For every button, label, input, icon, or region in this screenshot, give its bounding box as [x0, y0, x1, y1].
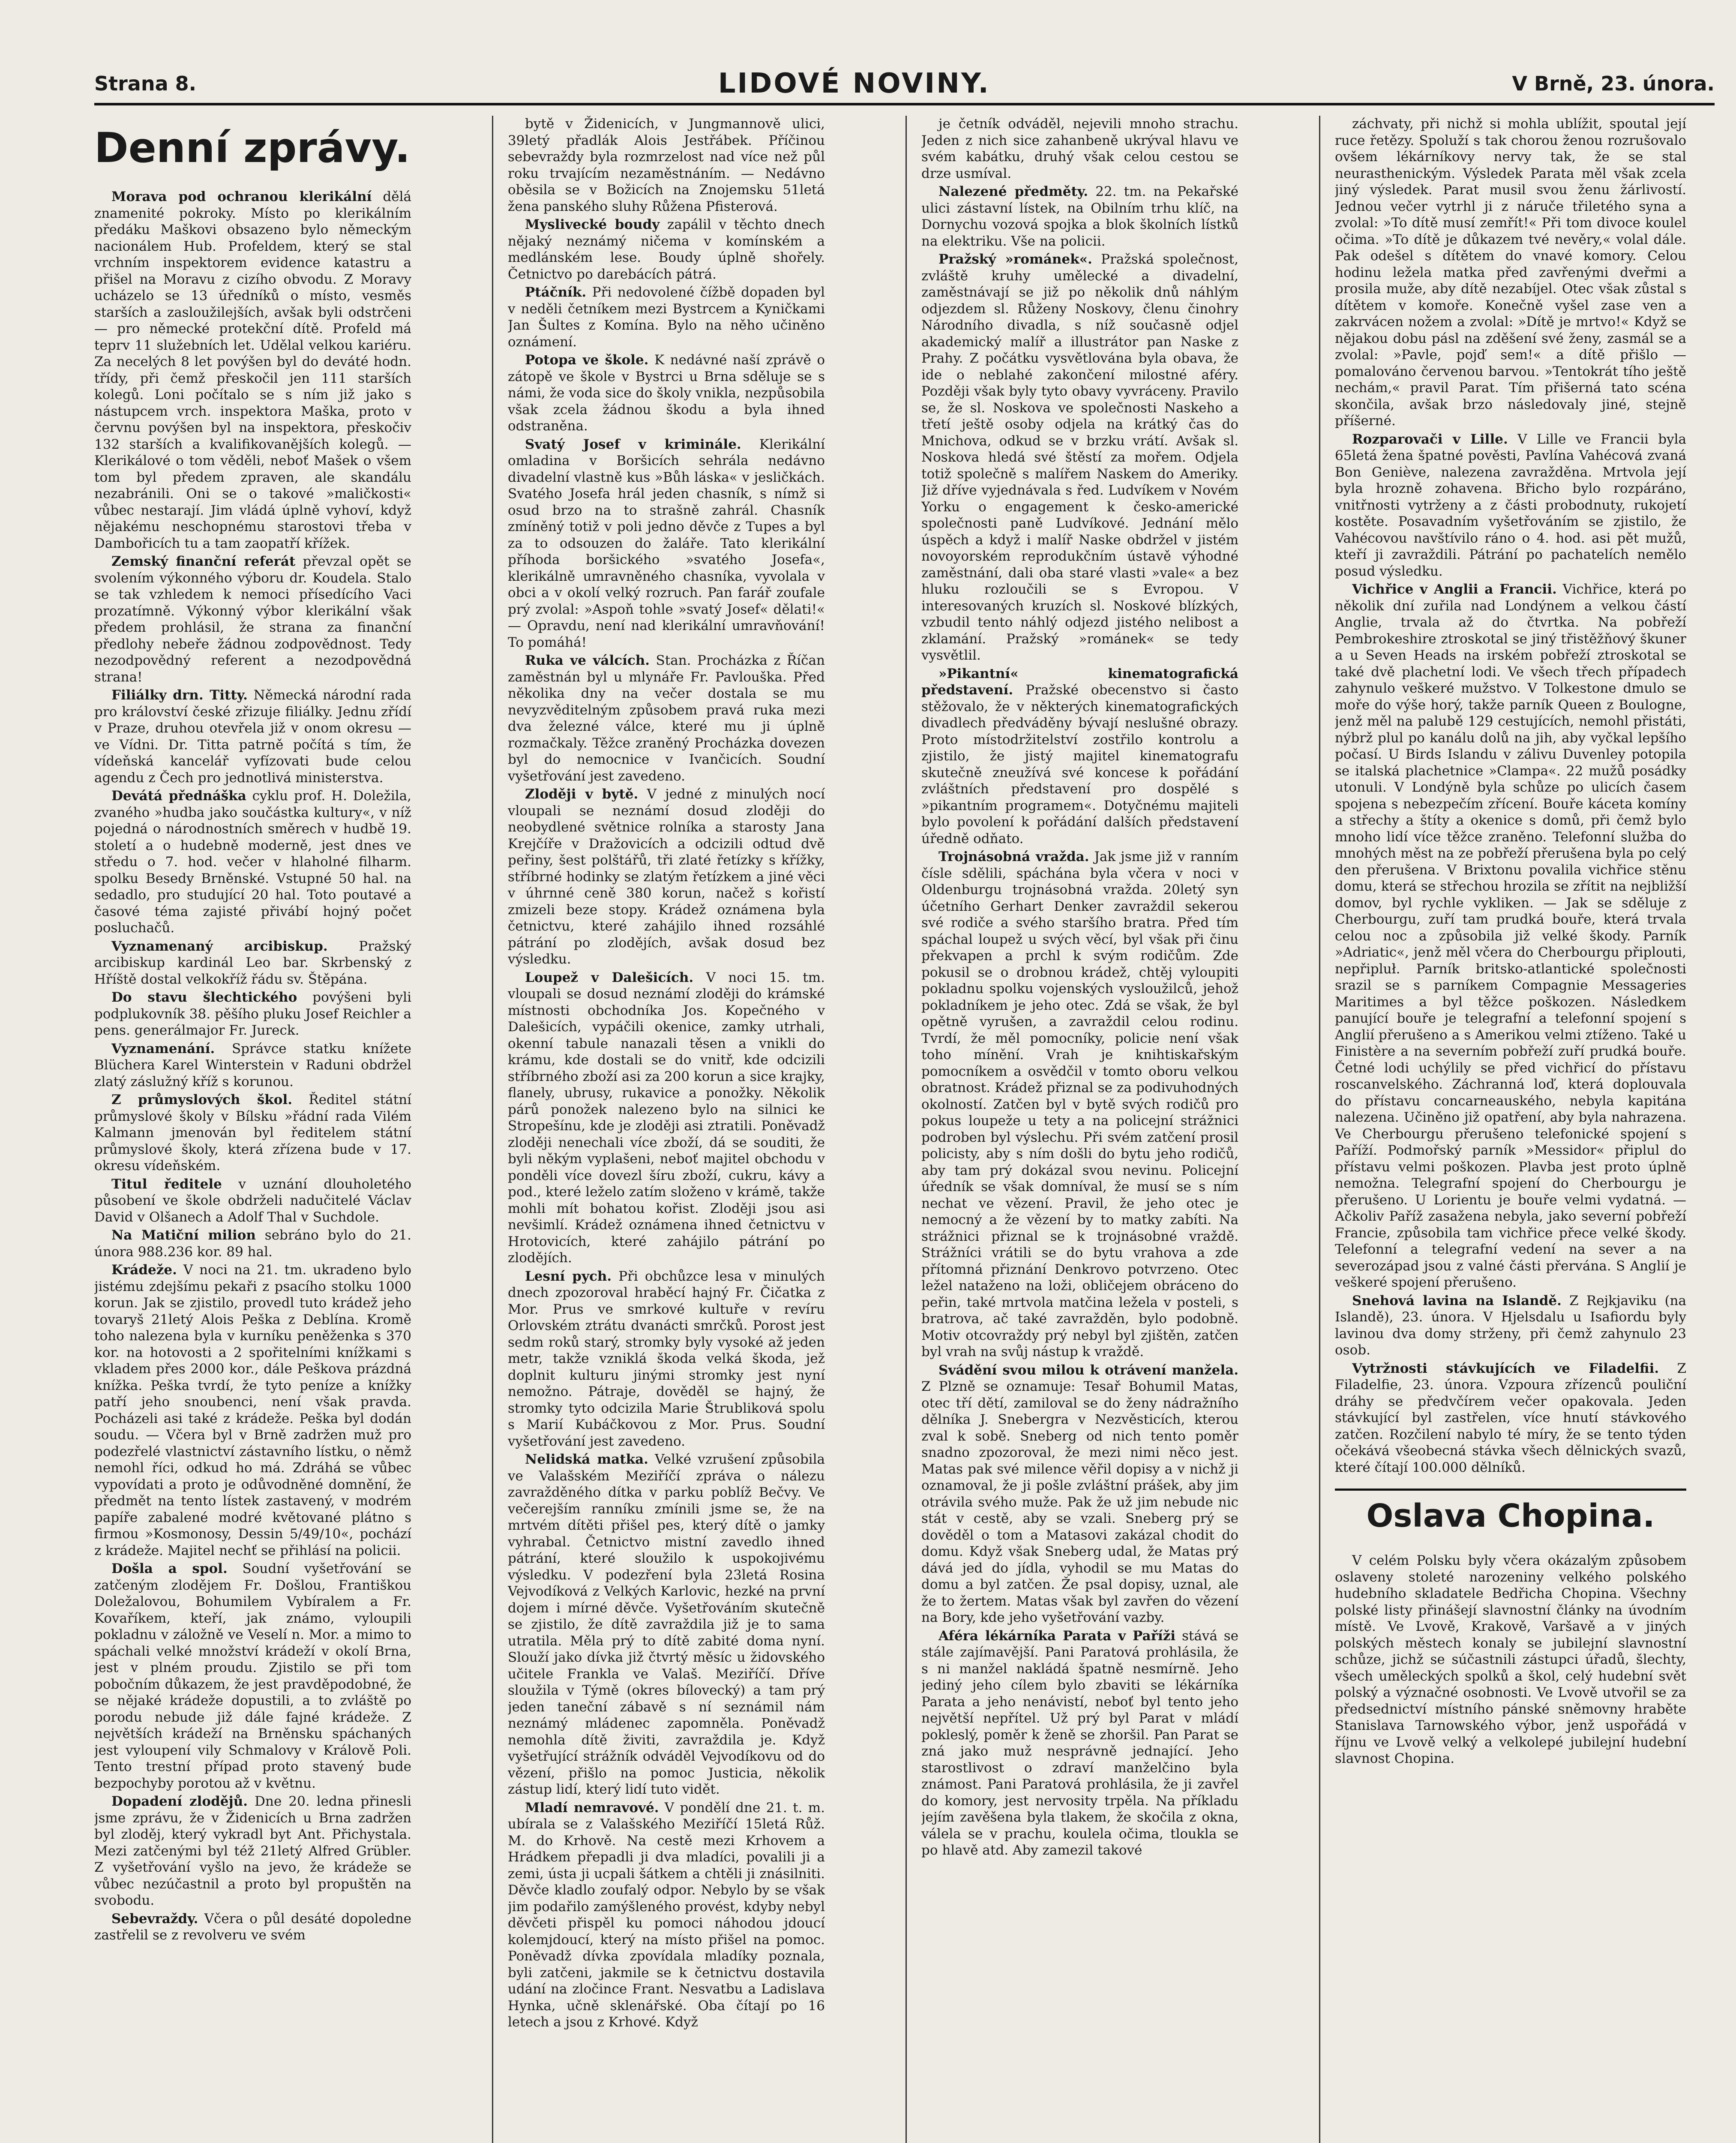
- article-paragraph: [508, 1451, 825, 1798]
- article-text: Ředitel státní průmyslové školy v Bílsku »řádní rada Vilém Kalmann jmenován byl ředitelem státní průmyslové školy, která zřízena bude v 17. okresu vídeňském.: [94, 1092, 411, 1174]
- article-paragraph: [921, 666, 1238, 847]
- article-headline: Krádeže.: [111, 1262, 177, 1278]
- column-4: [1335, 116, 1686, 2143]
- article-paragraph: [94, 1176, 411, 1226]
- article-text: V noci 15. tm. vloupali se dosud neznámí zloději do krámské místnosti obchodníka Jos. Kopečného v Dalešicích, vypáčili okenice, zamky utrhali, okenní tabule nanazali těsen a vnikli do krámu, kde dostali se do vnitř, kde odcizili stříbrného zboží asi za 200 korun a sice krajky, flanely, ubrusy, rukavice a ponožky. Několik párů ponožek nalezeno bylo na silnici ke Stropešínu, kde je zloději asi ztratili. Poněvadž zloději nenechali více zboží, dá se souditi, že byli někým vyplašeni, neboť majitel obchodu v ponděli více dovezl šíru zboží, cukru, kávy a pod., které leželo zatím složeno v krámě, takže mohli mít bohatou kořist. Zloději jsou asi nevšimlí. Krádež oznámena ihned četnictvu v Hrotovicích, které zahájilo pátrání po zlodějích.: [508, 969, 825, 1266]
- article-paragraph: [508, 216, 825, 282]
- column-divider: [492, 116, 493, 2143]
- article-text: Jak jsme již v ranním čísle sdělili, spáchána byla včera v noci v Oldenburgu trojnásobná vražda. 20letý syn účetního Gerhart Denker zavraždil sekerou své rodiče a svého staršího bratra. Před tím spáchal loupež u svých věcí, byl však při činu překvapen a prchl k svým rodičům. Zde pokusil se o drobnou krádež, chtěj vyloupiti pokladnu spolku vojenských vysloužilců, jehož pokladníkem je jeho otec. Zdá se však, že byl opětně vyrušen, a zavraždil celou rodinu. Tvrdí, že měl pomocníky, policie není však toho mínění. Vrah je knihtiskařským pomocníkem a osvědčil v tomto oboru velkou obratnost. Krádež přiznal se za podivuhodných okolností. Zatčen byl v bytě svých rodičů pro pokus loupeže u tety a na policejní strážnici podroben byl výslechu. Při svém zatčení prosil policisty, aby s ním došli do bytu jeho rodičů, aby tam prý dokázal svou nevinu. Policejní úředník se však domníval, že musí se s ním nechat ve vězení. Pravil, že jeho otec je nemocný a že vězení by to matky zabíti. Na strážnici přiznal se k trojnásobné vraždě. Strážníci vrátili se do bytu vrahova a zde přítomná přiznání Denkrovo potvrzeno. Otec ležel nataženo na loži, obličejem obráceno do peřin, také mrtvola matčina ležela v posteli, s bratrova, ač také zavražděn, bylo podobně. Motiv otcovraždy prý nebyl byl zjištěn, zatčen byl vrah na svůj nástup k vraždě.: [921, 849, 1238, 1360]
- article-text: K nedávné naší zprávě o zátopě ve škole v Bystrci u Brna sděluje se s námi, že voda sice do školy vnikla, nezpůsobila však zcela žádnou škodu a byla ihned odstraněna.: [508, 352, 825, 434]
- article-headline: Lesní pych.: [525, 1268, 612, 1284]
- article-text: Z Filadelfie, 23. února. Vzpoura zřízenců pouliční dráhy se předvčírem večer opakovala. Jeden stávkující byl zastřelen, více hnutí stávkového zatčen. Rozčilení nabylo té míry, že se tento týden očekává všeobecná stávka všech dělnických svazů, které čítají 100.000 dělníků.: [1335, 1360, 1686, 1475]
- article-text: je četník odváděl, nejevili mnoho strachu. Jeden z nich sice zahanbeně ukrýval hlavu ve svém kabátku, druhý však celou cestou se drze usmíval.: [921, 116, 1238, 181]
- article-text: Velké vzrušení způsobila ve Valašském Meziříčí zpráva o nálezu zavražděného dítka v parku poblíž Bečvy. Ve večerejším ranníku zmínili jsme se, že na mrtvém dítěti přišel pes, který dítě o jamky vyhrabal. Četnictvo mistní zavedlo ihned pátrání, které sloužilo k uspokojivému výsledku. V podezření byla 23letá Rosina Vejvodíková z Velkých Karlovic, hezké na první dojem i mírné děvče. Vyšetřováním skutečně se zjistilo, že dítě zavraždila již je to sama utratila. Měla prý to dítě zabité doma nyní. Slouží jako dívka již čtvrtý měsíc u židovského učitele Frankla ve Valaš. Meziříčí. Dříve sloužila v Týmě (okres bílovecký) a tam prý jeden taneční zábavě s ní seznámil nám neznámý mládenec zapomněla. Poněvadž nemohla dítě živiti, zavraždila je. Když vyšetřující strážník odváděl Vejvodíkovu od do vězení, přišlo na pomoc Justicia, několik zástup lidí, který lidí tuto vidět.: [508, 1452, 825, 1797]
- article-headline: Morava pod ochranou klerikální: [111, 189, 372, 204]
- article-paragraph: [508, 116, 825, 215]
- article-headline: Devátá přednáška: [111, 788, 246, 804]
- article-headline: Do stavu šlechtického: [111, 990, 297, 1005]
- article-paragraph: [94, 1262, 411, 1559]
- column-2-body: [508, 116, 825, 2031]
- article-paragraph: [94, 553, 411, 685]
- column-4b-body: [1335, 1552, 1686, 1767]
- article-text: dělá znamenité pokroky. Místo po klerikálním předáku Maškovi obsazeno bylo německým nacionálem Hub. Profeldem, který se stal vrchním inspektorem evidence katastru a přišel na Moravu z cizího obvodu. Z Moravy ucházelo se 13 úředníků o místo, vesměs starších a zasloužilejších, avšak byli odstrčeni — pro německé protekční dítě. Profeld má teprv 11 služebních let. Udělal velkou kariéru. Za necelých 8 let povýšen byl do deváté hodn. třídy, při čemž přeskočil jen 111 starších kolegů. Loni počítalo se s ním již jako s nástupcem vrch. inspektora Maška, proto v červnu povýšen byl na inspektora, přeskočiv 132 starších a kvalifikovanějších kolegů. — Klerikálové o tom věděli, neboť Mašek o všem tom byl předem zpraven, ale skandálu nezabránili. Oni se o takové »maličkosti« vůbec nestarají. Jim vládá úplně vyhoví, když nějakému neschopnému starostovi třeba v Dambořicích tu a tam zaopatří křížek.: [94, 189, 411, 551]
- column-divider: [905, 116, 907, 2143]
- article-paragraph: [921, 183, 1238, 249]
- article-text: Soudní vyšetřování se zatčeným zlodějem Fr. Došlou, Františkou Doležalovou, Bohumilem Vybíralem a Fr. Kovaříkem, kteří, jak známo, vyloupili pokladnu v záložně ve Veselí n. Mor. a mimo to spáchali velké množství krádeží v okolí Brna, jest v plném proudu. Zjistilo se při tom pobočním důkazem, že jest pravděpodobné, že se nějaké krádeže dopustili, a to zvláště po porodu nebude již dále fajné krádeže. Z největších krádeží na Brněnsku spáchaných jest vyloupení vily Schmalovy v Králově Poli. Tento trestní případ proto stavený bude bezpochyby porotou až v květnu.: [94, 1561, 411, 1791]
- article-text: Německá národní rada pro království české zřizuje filiálky. Jednu zřídí v Praze, druhou otevřela již v onom okresu — ve Vídni. Dr. Titta patrně počítá s tím, že vídeňská kancelář vyfízovati bude celou agendu z Čech pro jednotlivá ministerstva.: [94, 687, 411, 786]
- article-text: Klerikální omladina v Boršicích sehrála nedávno divadelní vlastně kus »Bůh láska« v jesličkách. Svatého Josefa hrál jeden chasník, s nímž si osud brzo na to strašně zahrál. Chasník zmíněný totiž v poli jedno děvče z Tupes a byl za to odsouzen do žaláře. Tato klerikální příhoda boršického »svatého Josefa«, klerikálně umravněného chasníka, vyvolala v obci a v okolí velký rozruch. Pan farář zoufale prý zvolal: »Aspoň tohle »svatý Josef« dělati!« — Opravdu, není nad klerikální umravňování! To pomáhá!: [508, 436, 825, 650]
- article-text: cyklu prof. H. Doležila, zvaného »hudba jako součástka kultury«, v níž pojedná o národnostních směrech v hudbě 19. století a o hudebně moderně, jest dnes ve středu o 7. hod. večer v hlaholné filharm. spolku Besedy Brněnské. Vstupné 50 hal. na sedadlo, pro studující 20 hal. Toto poutavé a časové téma zajisté přivábí hojný počet posluchačů.: [94, 788, 411, 936]
- article-paragraph: [508, 786, 825, 968]
- article-text: V jedné z minulých nocí vloupali se neznámí dosud zloději do neobydlené světnice rolníka a starosty Jana Krejčíře v Dražovicích a odcizili odtud dvě peřiny, šest polštářů, tři zlaté řetízky s křížky, stříbrné hodinky se zlatým řetízkem a jiné věci v úhrnné ceně 380 korun, načež s kořistí zmizeli beze stopy. Krádež oznámena byla četnictvu, které zahájilo ihned rozsáhlé pátrání po zlodějích, avšak dosud bez výsledku.: [508, 786, 825, 967]
- article-headline: Rozparovači v Lille.: [1352, 431, 1508, 447]
- article-paragraph: [94, 1561, 411, 1792]
- article-paragraph: [921, 116, 1238, 182]
- article-headline: Došla a spol.: [111, 1561, 228, 1576]
- article-text: Správce statku knížete Blüchera Karel Winterstein v Raduni obdržel zlatý záslužný kříž s korunou.: [94, 1041, 411, 1090]
- article-paragraph: [1335, 1552, 1686, 1767]
- article-text: Pražské obecenstvo si často stěžovalo, že v některých kinematografických divadlech předváděny bývají neslušné obrazy. Proto místodržitelství zostřilo kontrolu a zjistilo, že jistý majitel kinematografu skutečně zneužívá své koncese k pořádání zvláštních představení pro dospělé s »pikantním programem«. Dotyčnému majiteli bylo povolení k pořádání dalších představení úředně odňato.: [921, 682, 1238, 846]
- article-text: 22. tm. na Pekařské ulici zástavní lístek, na Obilním trhu klíč, na Dornychu vozová spojka a blok školních lístků na elektriku. Vše na policii.: [921, 184, 1238, 249]
- article-headline: Ptáčník.: [525, 285, 587, 300]
- article-paragraph: [1335, 1360, 1686, 1476]
- article-text: Při nedovolené čížbě dopaden byl v neděli četníkem mezi Bystrcem a Kyničkami Jan Šultes z Komína. Bylo na něho učiněno oznámení.: [508, 285, 825, 350]
- newspaper-title: LIDOVÉ NOVINY.: [718, 68, 990, 99]
- issue-date: V Brně, 23. února.: [1512, 72, 1715, 95]
- article-text: V celém Polsku byly včera okázalým způsobem oslaveny stoleté narozeniny velkého polského hudebního skladatele Bedřicha Chopina. Všechny polské listy přinášejí slavnostní články na úvodním místě. Ve Lvově, Krakově, Varšavě a v jiných polských městech konaly se jubilejní slavnostní schůze, jichž se súčastnili zástupci úřadů, šlechty, všech uměleckých spolků a škol, celý hudební svět polský a význačné osobnosti. Ve Lvově utvořil se za předsednictví místního pánské sněmovny hraběte Stanislava Tarnowského výbor, jenž uspořádá v říjnu ve Lvově velký a velkolepé jubilejní hudební slavnost Chopina.: [1335, 1553, 1686, 1766]
- section-title: Denní zprávy.: [94, 124, 411, 172]
- column-1: [94, 116, 411, 2143]
- article-text: sebráno bylo do 21. února 988.236 kor. 89 hal.: [94, 1228, 411, 1260]
- article-headline: Ruka ve válcích.: [525, 653, 650, 668]
- article-text: převzal opět se svolením výkonného výboru dr. Koudela. Stalo se tak vzhledem k nemoci přísedícího Vaci prozatímně. Výkonný výbor klerikální však předem prohlásil, že strana za finanční předlohy nebeře žádnou zodpovědnost. Tedy nezodpovědný referent a nezodpovědná strana!: [94, 554, 411, 685]
- article-headline: Svatý Josef v kriminále.: [525, 436, 741, 452]
- article-text: Vichřice, která po několik dní zuřila nad Londýnem a velkou částí Anglie, trvala až do čtvrtka. Na pobřeží Pembrokeshire ztroskotal se jiný třistěžňový škuner a u Seven Heads na irském pobřeží ztroskotal se také dvě plachetní lodi. Ve všech třech případech zahynulo veškeré mužstvo. V Tolkestone dmulo se moře do výše horý, takže parník Queen z Boulogne, jenž měl na palubě 129 cestujících, nemohl přistáti, nýbrž plul po kanálu dolů na jih, aby vyčkal lepšího počasí. U Birds Islandu v zálivu Duvenley potopila se italská plachetnice »Clampa«. 22 mužů posádky utonuli. V Londýně byla schůze po ulicích časem spojena s nebezpečím zřícení. Bouře káceta komíny a střechy a štíty a okenice s domů, při čemž bylo mnoho lidí více těžce zraněno. Telefonní služba do mnohých měst na ze pobřeží přerušena byla po celý den přerušena. V Brixtonu povalila vichřice stěnu domu, která se střechou hrozila se zřítit na nejbližší domov, byl rychle vykliken. — Jak se sděluje z Cherbourgu, zuří tam prudká bouře, která trvala celou noc a způsobila již velké škody. Parník »Adriatic«, jenž měl včera do Cherbourgu připlouti, nepřipluł. Parník britsko-atlantické společnosti srazil se s parníkem Compagnie Messageries Maritimes a byl těžce poškozen. Následkem panující bouře je telegrafní a telefonní spojení s Anglií přerušeno a s Amerikou velmi ztíženo. Také u Finistère a na severním pobřeží zuří prudká bouře. Četné lodi uchýlily se před vichřicí do přístavu roscanvelského. Záchranná loď, která doplouvala do přístavu concarneauského, nebyla kapitána nalezena. Učiněno již opatření, aby byla nahrazena. Ve Cherbourgu přerušeno telefonické spojení s Paříží. Podmořský parník »Messidor« připlul do přístavu velmi poškozen. Plavba jest proto úplně nemožna. Telegrafní spojení do Cherbourgu je přerušeno. U Lorientu je bouře velmi vydatná. — Ačkoliv Paříž zasažena nebyla, jako severní pobřeží Francie, způsobila tam vichřice přece velké škody. Telefonní a telegrafní vedení na sever a na severozápad jsou z valné části přervána. S Anglií je veškeré spojení přerušeno.: [1335, 582, 1686, 1290]
- article-paragraph: [94, 989, 411, 1039]
- article-text: zapálil v těchto dnech nějaký neznámý ničema v komínském a medlánském lese. Boudy úplně shořely. Četnictvo po darebácích pátrá.: [508, 217, 825, 282]
- article-paragraph: [94, 1227, 411, 1260]
- article-headline: Vyznamenaný arcibiskup.: [111, 938, 328, 954]
- article-paragraph: [1335, 431, 1686, 580]
- article-headline: Dopadení zlodějů.: [111, 1794, 248, 1809]
- article-paragraph: [508, 969, 825, 1267]
- article-paragraph: [94, 687, 411, 786]
- article-paragraph: [508, 1268, 825, 1450]
- article-paragraph: [508, 352, 825, 435]
- article-headline: Potopa ve škole.: [525, 352, 649, 368]
- article-headline: Myslivecké boudy: [525, 217, 660, 232]
- article-paragraph: [94, 1793, 411, 1909]
- article-text: V pondělí dne 21. t. m. ubírala se z Valašského Meziříčí 15letá Růž. M. do Krhově. Na cestě mezi Krhovem a Hrádkem přepadli ji dva mladíci, povalili ji a zemi, ústa ji ucpali šátkem a chtěli ji znásilniti. Děvče kladlo zoufalý odpor. Nebylo by se však jim podařilo zamýšleného provést, kdyby nebyl děvčeti přispěl ku pomoci náhodou jdoucí kolemjdoucí, který na místo přišel na pomoc. Poněvadž dívka zpovídala mladíky poznala, byli zatčeni, jakmile se k četnictvu dostavila udání na zločince Frant. Nesvatbu a Ladislava Hynka, učně sklenářské. Oba čítají po 16 letech a jsou z Krhové. Když: [508, 1800, 825, 2030]
- article-text: bytě v Židenicích, v Jungmannově ulici, 39letý přadlák Alois Jestřábek. Příčinou sebevraždy byla rozmrzelost nad více než půl roku trvajícím nezaměstnáním. — Nedávno oběsila se v Božicích na Znojemsku 51letá žena panského sluhy Růžena Pfisterová.: [508, 116, 825, 214]
- article-paragraph: [508, 1800, 825, 2031]
- article-paragraph: [1335, 1293, 1686, 1359]
- article-paragraph: [94, 788, 411, 936]
- article-text: Při obchůzce lesa v minulých dnech zpozoroval hraběcí hajný Fr. Čičatka z Mor. Prus ve smrkové kultuře v revíru Orlovském ztrátu dvanácti smrčků. Porost jest sedm roků starý, stromky byly vysoké až jeden metr, takže vzniklá škoda velká škoda, jež doplnit kulturu jinými stromky jest nyní nemožno. Pátraje, dověděl se hajný, že stromky tyto odcizila Marie Štrubliková spolu s Marií Kubáčkovou z Mor. Prus. Soudní vyšetřování jest zavedeno.: [508, 1268, 825, 1449]
- article-text: Z Rejkjaviku (na Islandě), 23. února. V Hjelsdalu u Isafiordu byly lavinou dva domy strženy, při čemž zahynulo 23 osob.: [1335, 1293, 1686, 1358]
- article-headline: Z průmyslových škol.: [111, 1092, 293, 1108]
- article-text: V Lille ve Francii byla 65letá žena špatné pověsti, Pavlína Vahécová zvaná Bon Geniève, nalezena zavražděna. Mrtvola její byla hrozně zohavena. Břicho bylo rozpáráno, vnitřnosti vytrženy a z části probodnuty, rukojetí kostěte. Posavadním vyšetřováním se zjistilo, že Vahécovou navštívilo ráno o 4. hod. asi pět mužů, kteří ji zavraždili. Pátrání po pachatelích nemělo posud výsledku.: [1335, 431, 1686, 579]
- article-headline: Zloději v bytě.: [525, 786, 639, 802]
- article-headline: Sebevraždy.: [111, 1911, 198, 1927]
- article-text: Pražský arcibiskup kardinál Leo bar. Skrbenský z Hříště dostal velkokříž řádu sv. Štěpána.: [94, 938, 411, 987]
- article-headline: Zemský finanční referát: [111, 554, 296, 569]
- article-text: stává se stále zajímavější. Pani Paratová prohlásila, že s ni manžel nakládá špatně nesmírně. Jeho jediný jeho cílem bylo zbaviti se lékárníka Parata a jeho nenávistí, neboť byl tento jeho největší nepřítel. Už prý byl Parat v mládí pokleslý, poměr k ženě se zhoršil. Pan Parat se zná jako muž nesprávně jednající. Jeho starostlivost o zdraví manželčino byla známost. Pani Paratová prohlásila, že ji zavřel do komory, jest nervosity trpěla. Na příkladu jejím zavěšena byla tlakem, že skočila z okna, válela se v prachu, koulela očima, tloukla se po hlavě atd. Aby zamezil takové: [921, 1628, 1238, 1858]
- article-headline: Filiálky drn. Titty.: [111, 687, 248, 703]
- article-paragraph: [921, 1362, 1238, 1626]
- article-text: v uznání dlouholetého působení ve škole obdrželi nadučitelé Václav David v Olšanech a Adolf Thal v Suchdole.: [94, 1176, 411, 1225]
- page-header: [94, 64, 1715, 105]
- article-headline: Titul ředitele: [111, 1176, 222, 1192]
- column-divider: [1319, 116, 1320, 2143]
- article-headline: Mladí nemravové.: [525, 1800, 659, 1816]
- article-headline: Na Matiční milion: [111, 1228, 256, 1243]
- chopin-section-title: Oslava Chopina.: [1335, 1489, 1686, 1535]
- article-text: Dne 20. ledna přinesli jsme zprávu, že v Židenicích u Brna zadržen byl zloděj, který vykradl byt Ant. Přichystala. Mezi zatčenými byl též 21letý Alfred Grübler. Z vyšetřování vyšlo na jevo, že krádeže se vůbec nezúčastnil a proto byl propuštěn na svobodu.: [94, 1794, 411, 1908]
- article-text: povýšeni byli podplukovník 38. pěšího pluku Josef Reichler a pens. generálmajor Fr. Jureck.: [94, 990, 411, 1038]
- article-headline: Aféra lékárníka Parata v Paříži: [938, 1628, 1176, 1644]
- article-paragraph: [94, 1041, 411, 1090]
- article-paragraph: [94, 1092, 411, 1174]
- article-paragraph: [921, 251, 1238, 664]
- article-headline: »Pikantní« kinematografická představení.: [921, 666, 1238, 698]
- column-3-body: [921, 116, 1238, 1859]
- column-1-body: [94, 189, 411, 1944]
- article-text: Z Plzně se oznamuje: Tesař Bohumil Matas, otec tří dětí, zamiloval se do ženy nádražního dělníka J. Snebergra v Nezvěsticích, kterou zval k sobě. Sneberg od nich tento poměr snadno zpozoroval, že mezi nimi něco jest. Matas pak své milence věřil dopisy a v nichž ji oznamoval, že ji pošle zvláštní prášek, aby jim otrávila svého muže. Pak že už jim nebude nic stát v cestě, aby se vzali. Sneberg prý se dověděl o tom a Matasovi zakázal chodit do domu. Když však Sneberg udal, že Matas prý dává jed do jídla, vyhodil se mu Matas do domu a byl zatčen. Že psal dopisy, uznal, ale že to žertem. Matas však byl zavřen do vězení na Bory, kde jeho vyšetřování vazby.: [921, 1379, 1238, 1625]
- article-text: Stan. Procházka z Říčan zaměstnán byl u mlynáře Fr. Pavlouška. Před několika dny na večer dostala se mu nevyzvěditelným způsobem pravá ruka mezi dva železné válce, které mu ji úplně rozmačkaly. Těžce zraněný Procházka dovezen byl do nemocnice v Ivančicích. Soudní vyšetřování jest zavedeno.: [508, 653, 825, 784]
- article-paragraph: [94, 1911, 411, 1944]
- article-text: V noci na 21. tm. ukradeno bylo jistému zdejšímu pekaři z psacího stolku 1000 korun. Jak se zjistilo, provedl tuto krádež jeho tovaryš 21letý Alois Peška z Deblína. Kromě toho nalezena byla v kurníku peněženka s 370 kor. na hotovosti a 2 spořitelními knížkami s vkladem přes 2000 kor., dále Peškova prázdná knížka. Peška tvrdí, že tyto peníze a knížky patří jeho snoubenci, není však pravda. Pocházeli asi také z krádeže. Peška byl dodán soudu. — Včera byl v Brně zadržen muž pro podezřelé vlastnictví zástavního lístku, o němž nemohl říci, odkud ho má. Zdráhá se vůbec vypovídati a proto je odůvodněné domnění, že předmět na tento lístek zastavený, v modrém papíře zabalené modré květované plátno s firmou »Kosmonosy, Dessin 5/49/10«, pochází z krádeže. Majitel nechť se přihlásí na policii.: [94, 1262, 411, 1558]
- article-paragraph: [1335, 581, 1686, 1291]
- article-headline: Trojnásobná vražda.: [938, 849, 1089, 864]
- article-paragraph: [508, 436, 825, 651]
- article-paragraph: [508, 652, 825, 784]
- article-paragraph: [508, 284, 825, 350]
- article-paragraph: [94, 189, 411, 552]
- column-4-body: [1335, 116, 1686, 1476]
- page-number: Strana 8.: [94, 72, 197, 95]
- article-headline: Loupež v Dalešicích.: [525, 969, 694, 985]
- article-text: Pražská společnost, zvláště kruhy umělecké a divadelní, zaměstnávají se již po několik dnů náhlým odjezdem sl. Růženy Noskovy, členu činohry Národního divadla, s níž současně odjel akademický malíř a illustrátor pan Naske z Prahy. Z počátku vysvětlována byla obava, že ide o neblahé zakončení milostné aféry. Později však byly tyto obavy vyvráceny. Pravilo se, že sl. Noskova ve společnosti Naskeho a třetí ještě osoby odjela na krátký čas do Mnichova, odkud se v brzku vrátí. Avšak sl. Noskova hledá své štěstí za mořem. Odjela totiž společně s malířem Naskem do Ameriky. Již dříve vyjednávala s řed. Ludvíkem v Novém Yorku o engagement k česko-americké společnosti paně Ludvíkové. Jednání mělo úspěch a když i malíř Naske obdržel v jistém novoyorském reprodukčním ústavě výhodné zaměstnání, dali oba staré vlasti »vale« a bez hluku rozloučili se s Evropou. V interesovaných kruzích sl. Noskové blízkých, vzbudil tento náhlý odjezd jistého nelibost a zklamání. Pražský »románek« se tedy vysvětlil.: [921, 252, 1238, 663]
- article-headline: Vichřice v Anglii a Francii.: [1352, 582, 1557, 597]
- article-text: Včera o půl desáté dopoledne zastřelil se z revolveru ve svém: [94, 1911, 411, 1943]
- article-headline: Vytržnosti stávkujících ve Filadelfii.: [1352, 1360, 1659, 1376]
- article-headline: Pražský »románek«.: [938, 252, 1092, 267]
- article-headline: Snehová lavina na Islandě.: [1352, 1293, 1562, 1309]
- column-3: [921, 116, 1238, 2143]
- article-paragraph: [921, 1628, 1238, 1859]
- column-2: [508, 116, 825, 2143]
- article-headline: Nalezené předměty.: [938, 184, 1088, 199]
- article-headline: Nelidská matka.: [525, 1452, 648, 1467]
- article-headline: Vyznamenání.: [111, 1041, 215, 1056]
- article-paragraph: [921, 849, 1238, 1360]
- article-paragraph: [1335, 116, 1686, 429]
- article-paragraph: [94, 938, 411, 988]
- article-text: záchvaty, při nichž si mohla ublížit, spoutal její ruce řetězy. Spoluží s tak chorou ženou rozrušovalo ovšem lékárníkovy nervy tak, že se stal neurasthenickým. Výsledek Parata měl však zcela jiný výsledek. Parat musil svou ženu žárlivostí. Jednou večer vytrhl ji z náruče třiletého syna a zvolal: »To dítě musí zemřít!« Při tom divoce koulel očima. »To dítě je důkazem tvé nevěry,« volal dále. Pak odešel s dítětem do vnavé komory. Celou hodinu ležela matka před zavřenými dveřmi a prosila muže, aby dítě nezabíjel. Otec však zůstal s dítětem v komoře. Konečně vyšel zase ven a zakrvácen nožem a zvolal: »Dítě je mrtvo!« Když se nějakou dobu pásl na zděšení své ženy, zasmál se a zvolal: »Pavle, pojď sem!« a dítě přišlo — pomalováno červenou barvou. »Tentokrát tího ještě nechám,« pravil Parat. Tím přišerná tato scéna skončila, avšak brzo následovaly jiné, stejně příšerné.: [1335, 116, 1686, 429]
- article-headline: Svádění svou milou k otrávení manžela.: [938, 1362, 1238, 1378]
